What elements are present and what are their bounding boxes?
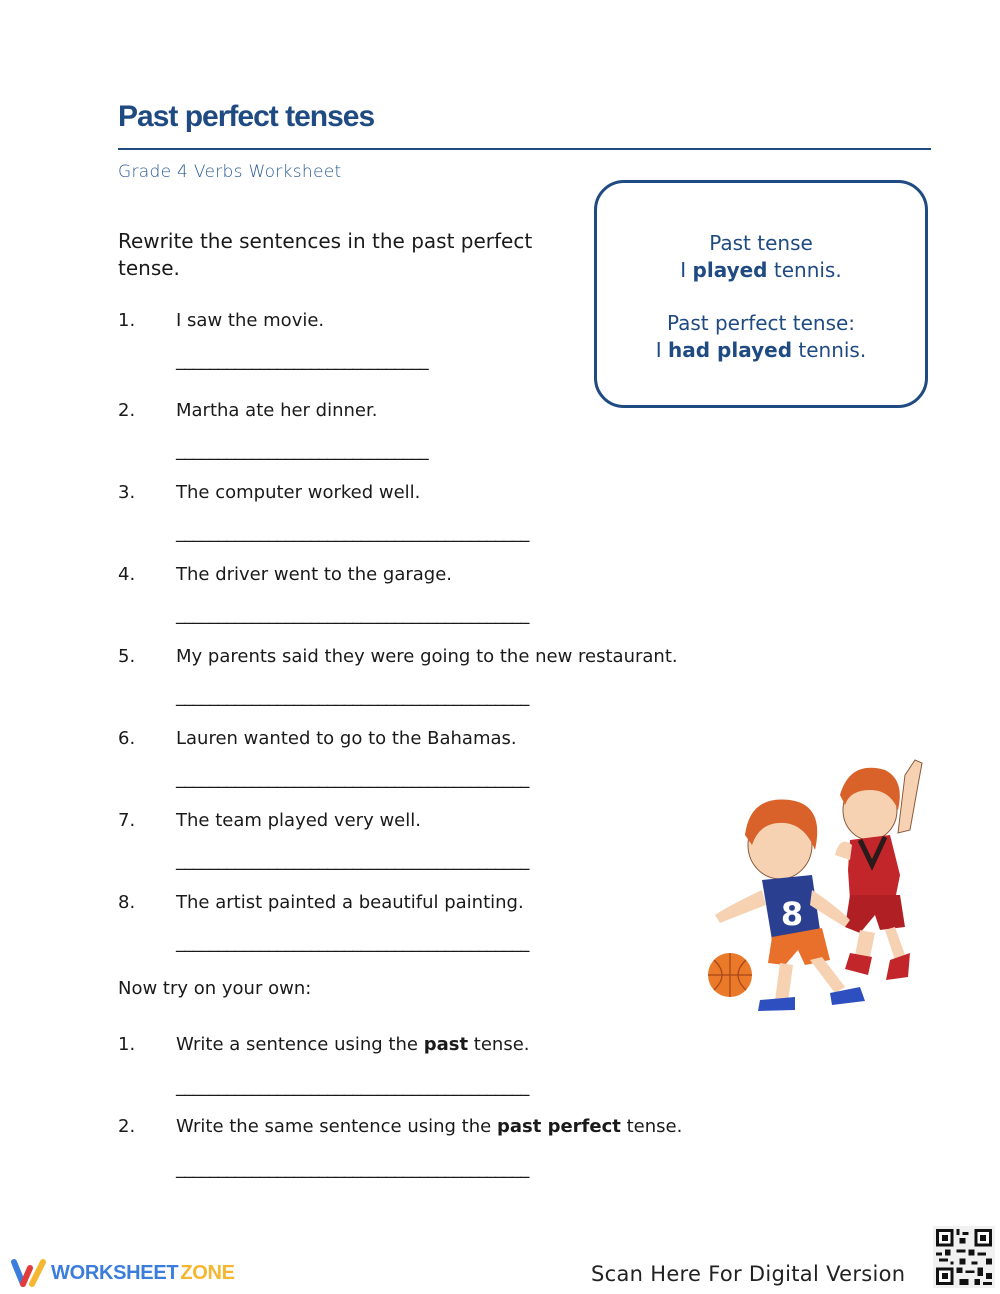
question-text: The artist painted a beautiful painting. [176,892,524,913]
logo-w-icon [10,1258,48,1288]
question-number: 2. [118,1116,136,1137]
question-number: 7. [118,810,136,831]
question-text: The driver went to the garage. [176,564,453,585]
question-text: Martha ate her dinner. [176,400,378,421]
prompt-suffix: tense. [620,1116,683,1137]
perfect-suffix: tennis. [798,338,867,362]
question-text: I saw the movie. [176,310,325,331]
answer-line-2[interactable]: ______________________________ [176,440,429,461]
past-bold: played [692,258,768,282]
prompt-bold: past [423,1034,469,1055]
perfect-bold: had played [668,338,793,362]
question-text: The team played very well. [176,810,421,831]
prompt-bold: past perfect [496,1116,621,1137]
qr-code-icon[interactable] [933,1226,995,1288]
answer-line-1[interactable]: ______________________________ [176,350,429,371]
prompt-prefix: Write the same sentence using the [176,1116,497,1137]
question-text: Lauren wanted to go to the Bahamas. [176,728,517,749]
past-prefix: I [680,258,687,282]
worksheetzone-logo[interactable] [10,1258,235,1288]
example-box [594,180,928,408]
answer-line-7[interactable]: __________________________________________ [176,850,529,871]
question-number: 1. [118,1034,136,1055]
prompt-suffix: tense. [468,1034,530,1055]
answer-line-3[interactable]: __________________________________________ [176,522,529,543]
boy-red-jersey [835,760,922,980]
question-number: 6. [118,728,136,749]
question-number: 5. [118,646,136,667]
own-answer-line-2[interactable]: __________________________________________ [176,1158,529,1179]
question-text: My parents said they were going to the new restaurant. [176,646,678,667]
past-perfect-label: Past perfect tense: [666,311,856,335]
svg-text:8: 8 [780,895,804,933]
instructions: Rewrite the sentences in the past perfect tense. [118,229,533,280]
question-number: 8. [118,892,136,913]
question-number: 3. [118,482,136,503]
page-subtitle: Grade 4 Verbs Worksheet [118,162,342,182]
scan-text: Scan Here For Digital Version [591,1262,906,1286]
question-text: The computer worked well. [176,482,421,503]
answer-line-8[interactable]: __________________________________________ [176,932,529,953]
past-tense-label: Past tense [709,231,813,255]
brand-part1: WORKSHEET [51,1261,179,1284]
past-suffix: tennis. [773,258,842,282]
page-title: Past perfect tenses [118,100,375,133]
title-divider [118,148,931,150]
question-text [176,1116,682,1137]
question-number: 2. [118,400,136,421]
basketball-kids-illustration [700,755,940,1020]
answer-line-5[interactable]: __________________________________________ [176,686,529,707]
past-tense-example [597,257,925,284]
past-perfect-example [597,337,925,364]
prompt-prefix: Write a sentence using the [176,1034,424,1055]
question-number: 1. [118,310,136,331]
question-number: 4. [118,564,136,585]
perfect-prefix: I [655,338,662,362]
brand-part2: ZONE [180,1261,235,1284]
basketball-icon [708,953,752,997]
own-answer-line-1[interactable]: __________________________________________ [176,1076,529,1097]
question-text [176,1034,530,1055]
answer-line-6[interactable]: __________________________________________ [176,768,529,789]
answer-line-4[interactable]: __________________________________________ [176,604,529,625]
own-section-heading: Now try on your own: [118,978,312,999]
